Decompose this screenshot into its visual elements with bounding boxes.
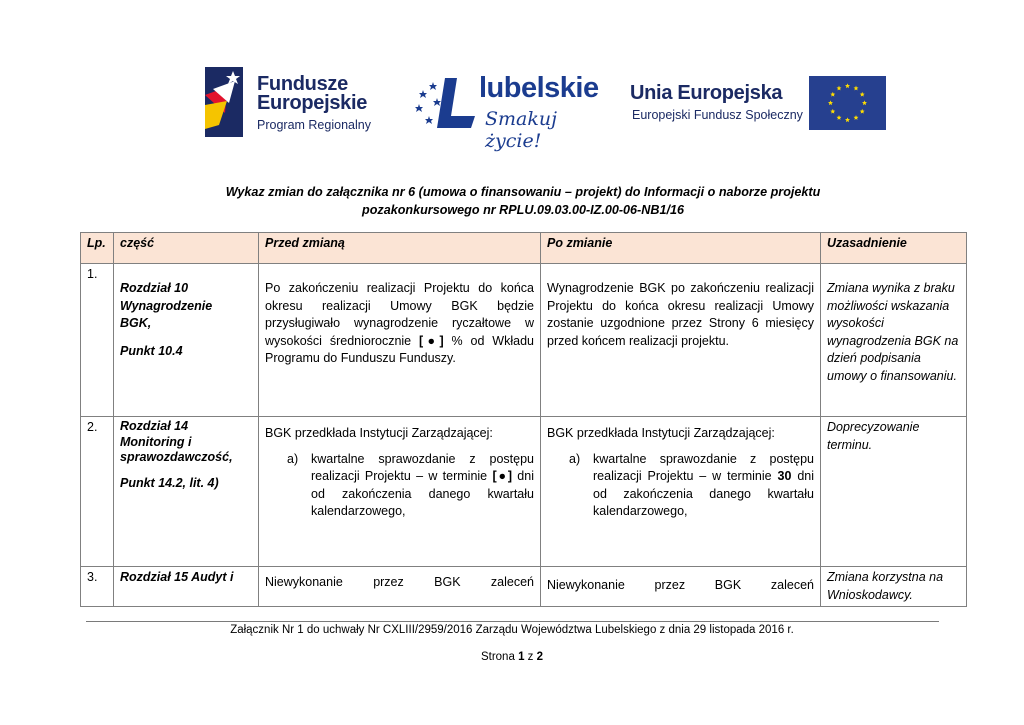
cell-part <box>114 264 259 417</box>
after-text: dni od zakończenia danego kwartału kalendarzowego, <box>593 469 815 518</box>
page-number <box>0 651 1024 663</box>
header-lp: Lp. <box>81 233 114 264</box>
ue-subtitle: Europejski Fundusz Społeczny <box>632 108 803 122</box>
table-header-row <box>81 233 967 264</box>
page-label: Strona <box>480 651 515 663</box>
reason-text: Doprecyzowanie terminu. <box>827 420 920 452</box>
cell-lp: 3. <box>81 567 114 607</box>
fundusze-europejskie-logo <box>205 67 375 137</box>
lubelskie-slogan: Smakuj życie! <box>485 108 558 152</box>
logo-bar <box>0 64 1024 152</box>
lubelskie-mark-icon <box>415 76 479 136</box>
fe-text <box>257 75 371 132</box>
unia-europejska-logo <box>630 76 890 140</box>
footer-text: Załącznik Nr 1 do uchwały Nr CXLIII/2959/2016 Zarządu Województwa Lubelskiego z dnia 29 listopada 2016 r. <box>230 624 794 636</box>
list-marker: a) <box>569 451 581 466</box>
placeholder-mark: [●] <box>419 333 444 348</box>
header-part: część <box>114 233 259 264</box>
cell-after <box>541 264 821 417</box>
list-item <box>265 451 534 521</box>
cell-lp: 1. <box>81 264 114 417</box>
cell-part: Rozdział 15 Audyt i <box>114 567 259 607</box>
after-text: kwartalne sprawozdanie z postępu realizacji Projektu – w terminie <box>593 451 814 483</box>
cell-lp: 2. <box>81 417 114 567</box>
list-item <box>547 451 814 521</box>
heading-line2: pozakonkursowego nr RPLU.09.03.00-IZ.00-06-NB1/16 <box>362 203 684 217</box>
cell-reason: Zmiana korzystna na Wnioskodawcy. <box>821 567 967 607</box>
before-text: dni od zakończenia danego kwartału kalendarzowego, <box>311 469 534 518</box>
ue-title: Unia Europejska <box>630 82 783 104</box>
table-row <box>81 264 967 417</box>
part-line: Wynagrodzenie <box>120 298 213 313</box>
heading-line1: Wykaz zmian do załącznika nr 6 (umowa o finansowaniu – projekt) do Informacji o naborze projektu <box>225 185 821 199</box>
changes-table <box>80 232 967 607</box>
cell-before <box>259 264 541 417</box>
reason-text: Zmiana wynika z braku możliwości wskazania wysokości wynagrodzenia BGK na dzień podpisania umowy o finansowaniu. <box>827 281 959 383</box>
placeholder-mark: [●] <box>492 469 512 483</box>
part-line: Punkt 14.2, lit. 4) <box>120 475 219 490</box>
header-reason: Uzasadnienie <box>821 233 967 264</box>
cell-before <box>259 417 541 567</box>
before-text: Po zakończeniu realizacji Projektu do końca okresu realizacji Umowy BGK będzie przysługiwało wynagrodzenie ryczałtowe w wysokości średniorocznie <box>265 281 534 348</box>
after-text: Niewykonanie przez BGK zaleceń <box>547 578 814 592</box>
term-value: 30 <box>777 469 792 483</box>
part-line: BGK, <box>120 316 152 330</box>
footer-divider <box>86 621 939 622</box>
header-after: Po zmianie <box>541 233 821 264</box>
part-line: Rozdział 10 <box>120 281 189 295</box>
fe-line1: Fundusze <box>257 73 348 95</box>
list-marker: a) <box>287 451 299 466</box>
part-line: Punkt 10.4 <box>120 343 183 358</box>
page-current: 1 <box>518 651 525 663</box>
page-separator: z <box>527 651 534 663</box>
cell-reason <box>821 417 967 567</box>
cell-reason <box>821 264 967 417</box>
page-total: 2 <box>536 651 544 663</box>
part-line: Rozdział 14 <box>120 419 189 433</box>
cell-part <box>114 417 259 567</box>
fe-flag-icon <box>205 67 243 137</box>
part-line: Monitoring i <box>120 434 192 449</box>
header-before: Przed zmianą <box>259 233 541 264</box>
document-heading <box>80 183 966 219</box>
part-line: sprawozdawczość, <box>120 450 233 464</box>
eu-flag-icon <box>809 76 886 130</box>
before-text: % od Wkładu Programu do Funduszu Funduszy. <box>265 333 534 365</box>
table-row <box>81 417 967 567</box>
cell-after <box>541 567 821 607</box>
fe-line3: Program Regionalny <box>257 118 371 132</box>
table-row <box>81 567 967 607</box>
lubelskie-logo <box>415 70 599 152</box>
before-text: Niewykonanie przez BGK zaleceń <box>265 575 534 589</box>
after-intro: BGK przedkłada Instytucji Zarządzającej: <box>547 426 775 440</box>
lubelskie-title: lubelskie <box>479 72 599 104</box>
before-text: kwartalne sprawozdanie z postępu realizacji Projektu – w terminie <box>311 451 534 483</box>
cell-after <box>541 417 821 567</box>
fe-line2: Europejskie <box>257 92 368 114</box>
before-intro: BGK przedkłada Instytucji Zarządzającej: <box>265 426 493 440</box>
after-text: Wynagrodzenie BGK po zakończeniu realizacji Projektu do końca okresu realizacji Umowy zostanie uzgodnione przez Strony 6 miesięcy przed końcem realizacji projektu. <box>547 281 814 348</box>
cell-before <box>259 567 541 607</box>
